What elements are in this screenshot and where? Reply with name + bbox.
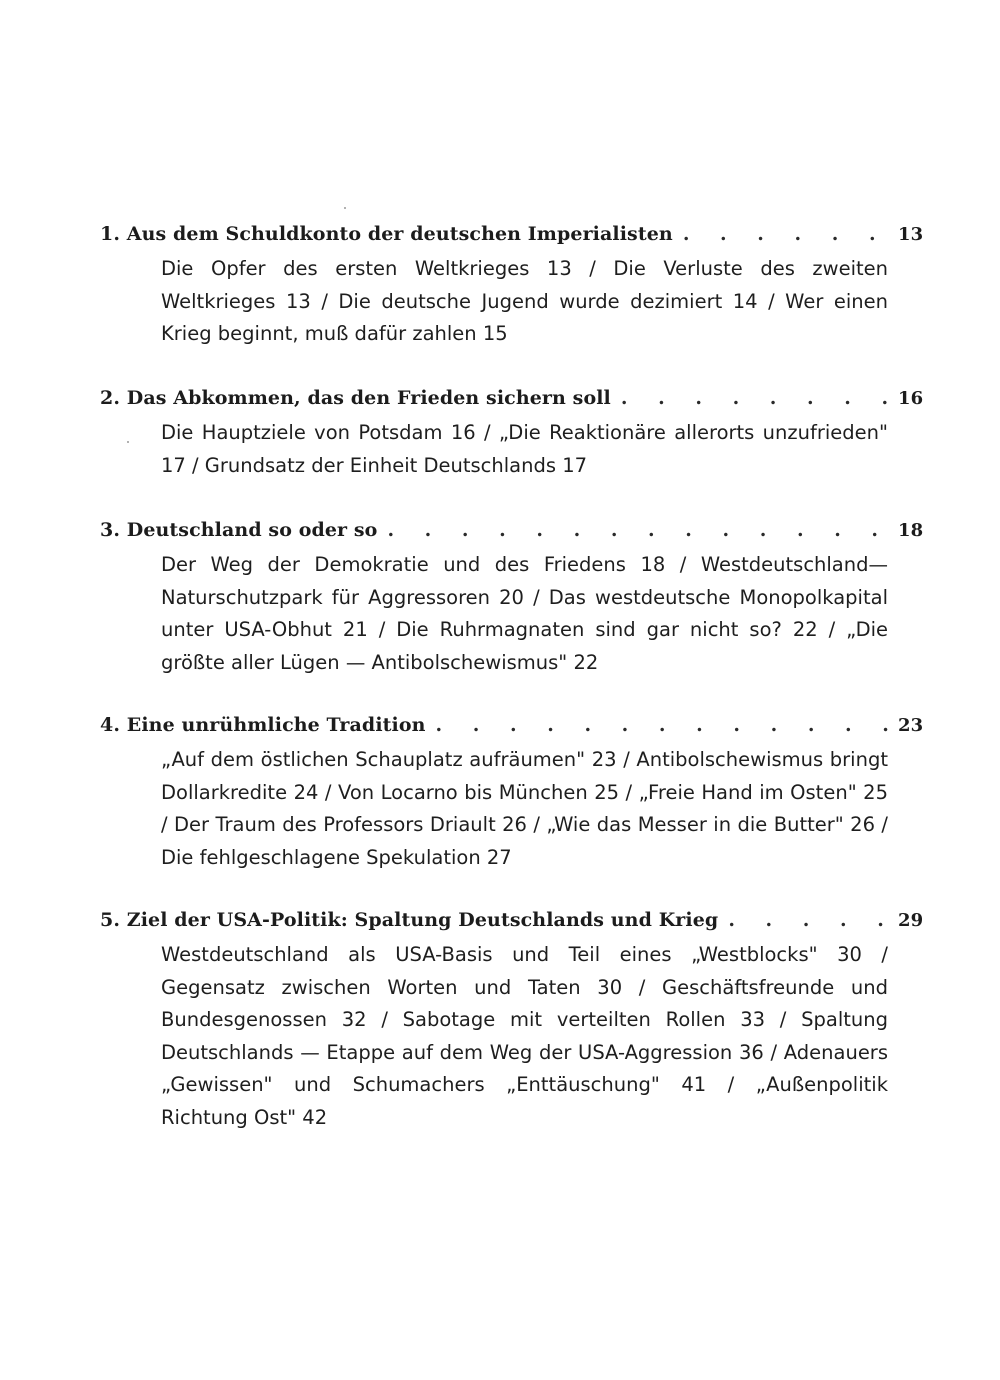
toc-entry-title: 1. Aus dem Schuldkonto der deutschen Imperialisten	[100, 223, 673, 245]
toc-entry-heading	[100, 909, 922, 939]
toc-entry-title: 4. Eine unrühmliche Tradition	[100, 714, 426, 736]
toc-entry-page-number: 23	[898, 715, 924, 736]
toc-entry-title: 3. Deutschland so oder so	[100, 519, 378, 541]
toc-entry-heading	[100, 223, 922, 253]
toc-entry-5	[100, 909, 922, 1134]
toc-entry-title: 2. Das Abkommen, das den Frieden sichern soll	[100, 387, 611, 409]
toc-entry-title: 5. Ziel der USA-Politik: Spaltung Deutschlands und Krieg	[100, 909, 719, 931]
toc-entry-3	[100, 519, 922, 679]
toc-entry-description: Westdeutschland als USA-Basis und Teil eines „Westblocks" 30 / Gegensatz zwischen Worten und Taten 30 / Geschäftsfreunde und Bundesgenossen 32 / Sabotage mit verteilten Rollen 33 / Spaltung Deutschlands — Etappe auf dem Weg der USA-Aggression 36 / Adenauers „Gewissen" und Schumachers „Enttäuschung" 41 / „Außenpolitik Richtung Ost" 42	[161, 943, 888, 1129]
toc-entry-heading	[100, 519, 922, 549]
toc-entry-description: Der Weg der Demokratie und des Friedens 18 / Westdeutschland—Naturschutzpark für Aggressoren 20 / Das westdeutsche Monopolkapital unter USA-Obhut 21 / Die Ruhrmagnaten sind gar nicht so? 22 / „Die größte aller Lügen — Antibolschewismus" 22	[161, 553, 888, 674]
dot-leader	[621, 387, 890, 409]
toc-entry-heading	[100, 387, 922, 417]
dot-leader	[387, 519, 890, 541]
dot-leader	[683, 223, 890, 245]
toc-entry-2	[100, 387, 922, 482]
toc-entry-heading	[100, 714, 922, 744]
toc-entry-page-number: 29	[898, 910, 924, 931]
toc-entry-page-number: 13	[898, 224, 924, 245]
toc-entry-1	[100, 223, 922, 351]
dot-leader	[436, 714, 890, 736]
toc-entry-page-number: 16	[898, 388, 924, 409]
toc-entry-description: Die Hauptziele von Potsdam 16 / „Die Reaktionäre allerorts unzufrieden" 17 / Grundsatz der Einheit Deutschlands 17	[161, 421, 888, 477]
toc-entry-description: Die Opfer des ersten Weltkrieges 13 / Die Verluste des zweiten Weltkrieges 13 / Die deutsche Jugend wurde dezimiert 14 / Wer einen Krieg beginnt, muß dafür zahlen 15	[161, 257, 888, 345]
toc-entry-page-number: 18	[898, 520, 924, 541]
toc-entry-4	[100, 714, 922, 874]
toc-entry-description: „Auf dem östlichen Schauplatz aufräumen" 23 / Antibolschewismus bringt Dollarkredite 24 / Von Locarno bis München 25 / „Freie Hand im Osten" 25 / Der Traum des Professors Driault 26 / „Wie das Messer in die Butter" 26 / Die fehlgeschlagene Spekulation 27	[161, 748, 888, 869]
dot-leader	[728, 909, 890, 931]
scan-speck	[344, 207, 346, 209]
